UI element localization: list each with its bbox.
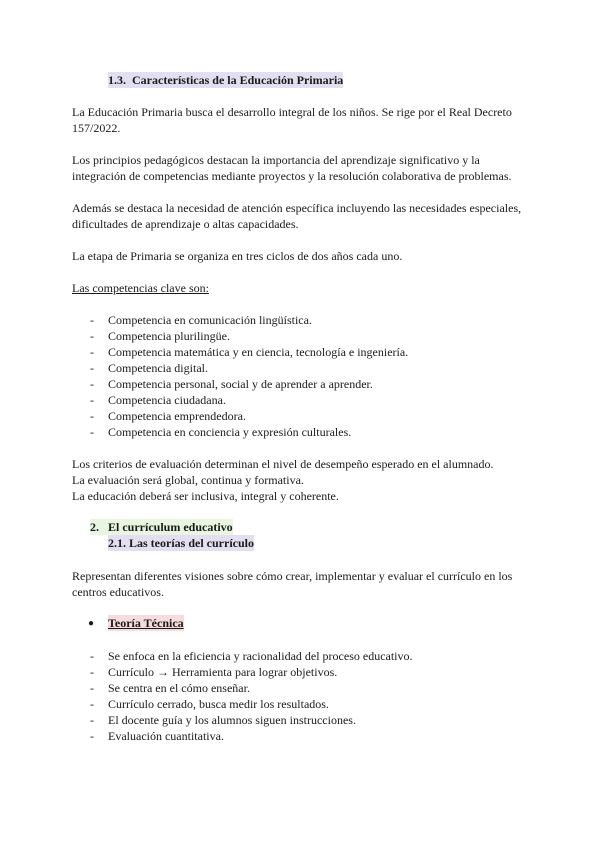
list-item: Competencia plurilingüe. (108, 329, 230, 343)
section-title: Características de la Educación Primaria (132, 73, 344, 87)
list-bullet: - (90, 377, 94, 391)
paragraph-line: Los principios pedagógicos destacan la importancia del aprendizaje significativo y la (72, 153, 480, 167)
paragraph-line: dificultades de aprendizaje o altas capacidades. (72, 217, 299, 231)
list-item: Competencia en comunicación lingüística. (108, 313, 312, 327)
list-item: Competencia ciudadana. (108, 393, 226, 407)
list-bullet: - (90, 393, 94, 407)
paragraph-line: La educación deberá ser inclusiva, integral y coherente. (72, 489, 339, 503)
paragraph-line: La Educación Primaria busca el desarrollo integral de los niños. Se rige por el Real Decreto (72, 105, 512, 119)
bullet-icon: ● (88, 618, 95, 629)
list-item: Competencia digital. (108, 361, 208, 375)
list-bullet: - (90, 681, 94, 695)
paragraph-line: La etapa de Primaria se organiza en tres ciclos de dos años cada uno. (72, 249, 403, 263)
paragraph-line: integración de competencias mediante proyectos y la resolución colaborativa de problemas. (72, 169, 512, 183)
list-item: Competencia emprendedora. (108, 409, 246, 423)
competencias-heading: Las competencias clave son: (72, 281, 209, 295)
list-item: Evaluación cuantitativa. (108, 729, 224, 743)
paragraph-line: centros educativos. (72, 585, 164, 599)
list-bullet: - (90, 313, 94, 327)
section-number: 1.3. (108, 73, 126, 87)
teoria-tecnica-heading: Teoría Técnica (108, 616, 184, 630)
list-item: Currículo → Herramienta para lograr objetivos. (108, 665, 338, 679)
paragraph-line: Los criterios de evaluación determinan el nivel de desempeño esperado en el alumnado. (72, 457, 494, 471)
list-item: El docente guía y los alumnos siguen instrucciones. (108, 713, 356, 727)
section-title: El currículum educativo (108, 520, 233, 534)
list-bullet: - (90, 649, 94, 663)
section-1-3-heading (108, 72, 343, 88)
list-bullet: - (90, 345, 94, 359)
paragraph-line: La evaluación será global, continua y formativa. (72, 473, 304, 487)
list-bullet: - (90, 729, 94, 743)
list-bullet: - (90, 697, 94, 711)
list-item: Competencia en conciencia y expresión culturales. (108, 425, 352, 439)
list-bullet: - (90, 713, 94, 727)
list-bullet: - (90, 329, 94, 343)
list-item: Se enfoca en la eficiencia y racionalidad del proceso educativo. (108, 649, 413, 663)
list-bullet: - (90, 425, 94, 439)
list-bullet: - (90, 665, 94, 679)
list-bullet: - (90, 361, 94, 375)
section-2-heading (90, 519, 233, 535)
list-item: Competencia personal, social y de aprender a aprender. (108, 377, 373, 391)
paragraph-line: Representan diferentes visiones sobre cómo crear, implementar y evaluar el currículo en los (72, 569, 513, 583)
paragraph-line: 157/2022. (72, 121, 121, 135)
section-number: 2. (90, 520, 99, 534)
list-item: Currículo cerrado, busca medir los resultados. (108, 697, 329, 711)
list-item: Competencia matemática y en ciencia, tecnología e ingeniería. (108, 345, 409, 359)
list-item: Se centra en el cómo enseñar. (108, 681, 250, 695)
paragraph-line: Además se destaca la necesidad de atención específica incluyendo las necesidades especiales, (72, 201, 522, 215)
list-bullet: - (90, 409, 94, 423)
section-2-1-heading: 2.1. Las teorías del currículo (108, 536, 254, 550)
